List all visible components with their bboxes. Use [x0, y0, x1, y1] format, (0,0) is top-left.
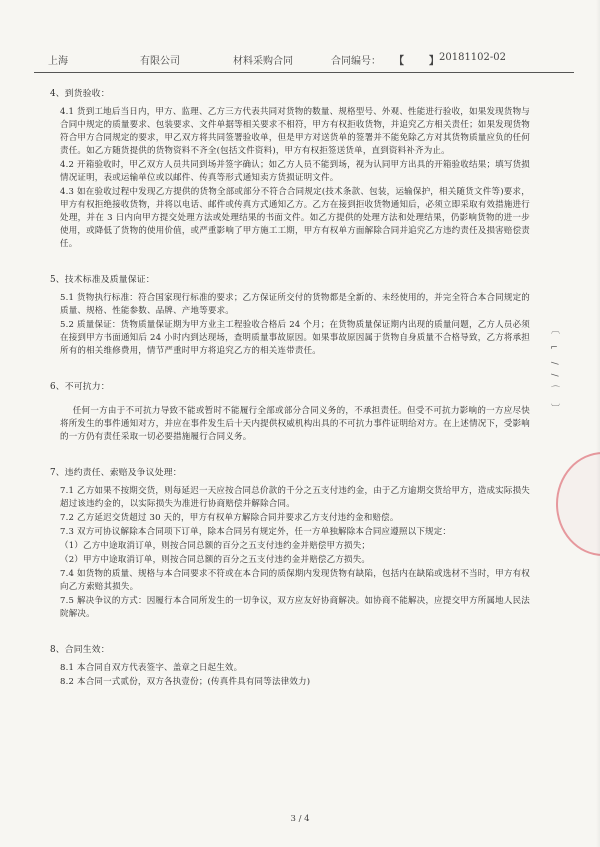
clause-7-3-item-1: （1）乙方中途取消订单，则按合同总额的百分之五支付违约金并赔偿甲方损失； [60, 541, 371, 551]
section-technical-standards [50, 274, 530, 358]
section-title: 5、技术标准及质量保证： [50, 275, 155, 285]
header-document-title: 材料采购合同 [233, 56, 293, 67]
section-delivery-inspection [50, 88, 530, 251]
clause-8-2: 8.2 本合同一式贰份，双方各执壹份；(传真件具有同等法律效力) [60, 677, 311, 687]
header-divider [34, 72, 574, 73]
header-company: 有限公司 [140, 56, 180, 67]
clause-7-2: 7.2 乙方延迟交货超过 30 天的，甲方有权单方解除合同并要求乙方支付违约金和赔偿。 [60, 513, 399, 523]
section-title: 8、合同生效： [50, 645, 110, 655]
contract-body [50, 88, 530, 690]
clause-7-1: 7.1 乙方如果不按期交货，则每延迟一天应按合同总价款的千分之五支付违约金，由于乙方逾期交货给甲方，造成实际损失超过该违约金的，以实际损失为准进行协商赔偿并解除合同。 [60, 486, 530, 509]
header-bracket-right: 】 [429, 56, 439, 67]
clause-5-2: 5.2 质量保证：货物质量保证期为甲方业主工程验收合格后 24 个月；在货物质量保证期内出现的质量问题，乙方人员必须在接到甲方书面通知后 24 小时内到达现场，查明质量事故原因。如果事故原因属于货物自身质量不合格导致，乙方将承担所有的相关维修费用，情节严重时甲方将追究乙方的相关连带责任。 [60, 320, 530, 356]
force-majeure-clause: 任何一方由于不可抗力导致不能或暂时不能履行全部或部分合同义务的，不承担责任。但受不可抗力影响的一方应尽快将所发生的事件通知对方，并应在事件发生后十天内提供权威机构出具的不可抗力事件证明给对方。在上述情况下，受影响的一方仍有责任采取一切必要措施履行合同义务。 [60, 406, 530, 442]
header-bracket-left: 【 [394, 56, 404, 67]
section-liability-disputes [50, 467, 530, 621]
header-contract-number: 20181102-02 [439, 52, 507, 63]
header-contract-number-label: 合同编号： [331, 56, 381, 67]
document-header [34, 52, 574, 70]
clause-4-1: 4.1 货到工地后当日内，甲方、监理、乙方三方代表共同对货物的数量、规格型号、外观、性能进行验收，如果发现货物与合同中规定的质量要求、包装要求、文件单据等相关要求不相符，甲方有权拒收货物，并追究乙方相关责任；如果发现货物符合甲方合同规定的要求，甲乙双方将共同签署验收单，但是甲方对送货单的签署并不能免除乙方对其货物质量应负的任何责任。如乙方随货提供的货物资料不齐全(包括文件资料)，甲方有权拒签送货单，直到资料补齐为止。 [60, 107, 530, 156]
scan-edge-shadow [596, 0, 600, 847]
section-effectiveness [50, 644, 530, 689]
clause-4-2: 4.2 开箱验收时，甲乙双方人员共同到场并签字确认；如乙方人员不能到场，视为认同甲方出具的开箱验收结果；填写货损情况证明，表或运输单位或以邮件、传真等形式通知卖方货损证明文件。 [60, 160, 530, 183]
margin-annotation-mark: 〔 ⌐ ∕ ∕ ⌒ 〕 [549, 325, 559, 416]
clause-5-1: 5.1 货物执行标准：符合国家现行标准的要求；乙方保证所交付的货物都是全新的、未经使用的，并完全符合本合同规定的质量、规格、性能参数、品牌、产地等要求。 [60, 293, 530, 316]
clause-8-1: 8.1 本合同自双方代表签字、盖章之日起生效。 [60, 663, 243, 673]
section-title: 6、不可抗力： [50, 382, 110, 392]
section-title: 4、到货验收： [50, 89, 110, 99]
clause-7-4: 7.4 如货物的质量、规格与本合同要求不符或在本合同的质保期内发现货物有缺陷，包括内在缺陷或选材不当时，甲方有权向乙方索赔其损失。 [60, 569, 530, 592]
clause-7-3: 7.3 双方可协议解除本合同项下订单，除本合同另有规定外，任一方单独解除本合同应遵照以下规定： [60, 527, 452, 537]
clause-4-3: 4.3 如在验收过程中发现乙方提供的货物全部或部分不符合合同规定(技术条款、包装，运输保护，相关随货文件等)要求，甲方有权拒绝接收货物，并将以电话、邮件或传真方式通知乙方。乙方在接到拒收货物通知后，必须立即采取有效措施进行处理，并在 3 日内向甲方提交处理方法或处理结果的书面文件。如乙方提供的处理方法和处理结果，仍影响货物的进一步使用，或降低了货物的使用价值，或严重影响了甲方施工工期，甲方有权单方面解除合同并追究乙方违约责任及损害赔偿责任。 [60, 187, 530, 249]
section-title: 7、违约责任、索赔及争议处理： [50, 468, 182, 478]
company-seal-stamp [556, 452, 600, 556]
header-location: 上海 [48, 56, 68, 67]
clause-7-3-item-2: （2）甲方中途取消订单，则按合同总额的百分之五支付违约金并赔偿乙方损失。 [60, 555, 371, 565]
page-number: 3 / 4 [290, 814, 310, 824]
clause-7-5: 7.5 解决争议的方式：因履行本合同所发生的一切争议，双方应友好协商解决。如协商不能解决，应提交甲方所属地人民法院解决。 [60, 596, 530, 619]
section-force-majeure [50, 381, 530, 444]
